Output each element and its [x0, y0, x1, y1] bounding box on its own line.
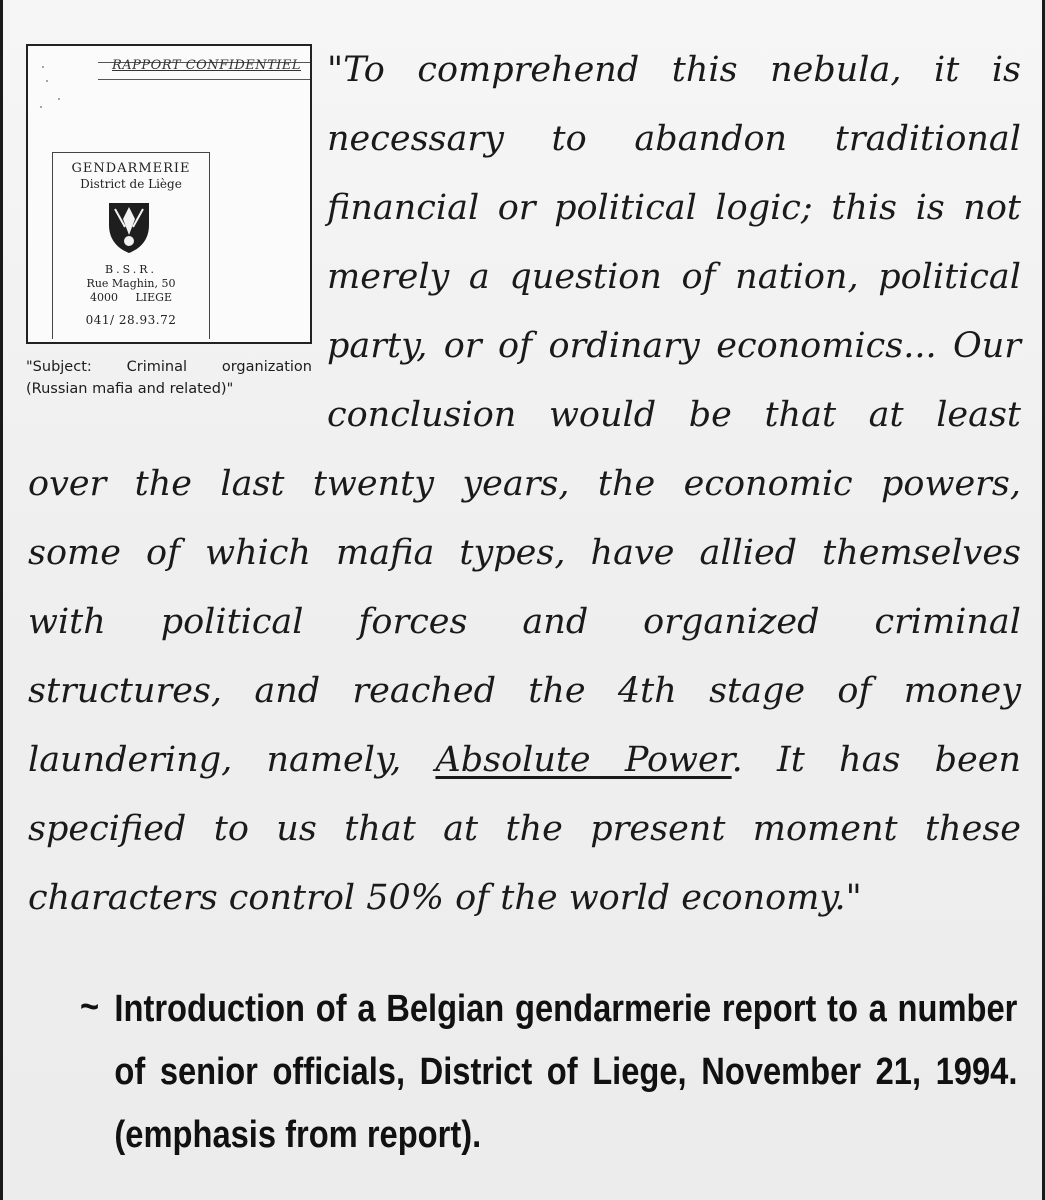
quote-text: laundering, namely,: [28, 740, 436, 780]
attribution-text: Introduction of a Belgian gendarmerie report to a number of senior officials, District of Liege, November 21, 1994. (emphasis from report).: [114, 988, 1018, 1156]
letterhead-org: GENDARMERIE: [71, 161, 191, 176]
quote-line: some of which mafia types, have allied themselves: [28, 533, 1021, 573]
letterhead-city: LIEGE: [135, 291, 172, 304]
letterhead-district: District de Liège: [80, 177, 182, 191]
quote-line-emphasis: [28, 740, 1021, 780]
quote-line: necessary to abandon traditional: [327, 119, 1021, 159]
letterhead-phone: 041/ 28.93.72: [85, 313, 177, 327]
quote-line: financial or political logic; this is not: [327, 188, 1021, 228]
confidential-stamp: RAPPORT CONFIDENTIEL: [112, 58, 302, 73]
quote-line: specified to us that at the present moment these: [28, 809, 1021, 849]
gendarmerie-crest-icon: [105, 199, 153, 255]
scan-speckle: [42, 66, 44, 68]
quote-text: . It has been: [731, 740, 1021, 780]
document-caption: "Subject: Criminal organization (Russian mafia and related)": [26, 359, 312, 397]
scan-speckle: [46, 80, 48, 82]
scan-speckle: [40, 106, 42, 108]
letterhead-city-line: [53, 291, 209, 304]
letterhead-unit: B.S.R.: [105, 263, 157, 276]
document-scan-image: [26, 44, 312, 344]
quote-line: with political forces and organized criminal: [28, 602, 1021, 642]
letterhead-postcode: 4000: [90, 291, 118, 304]
scan-speckle: [58, 98, 60, 100]
document-figure: [26, 44, 310, 400]
quote-line: over the last twenty years, the economic powers,: [28, 464, 1021, 504]
attribution-tilde: ~: [80, 986, 100, 1028]
quote-line: structures, and reached the 4th stage of money: [28, 671, 1021, 711]
gendarmerie-letterhead: [52, 152, 210, 339]
quote-line: merely a question of nation, political: [327, 257, 1021, 297]
quote-line: "To comprehend this nebula, it is: [327, 50, 1021, 90]
quote-line: party, or of ordinary economics... Our: [327, 326, 1021, 366]
quote-line: characters control 50% of the world economy.": [28, 878, 862, 918]
letterhead-street: Rue Maghin, 50: [86, 277, 176, 290]
emphasis-absolute-power: Absolute Power: [435, 740, 732, 780]
quote-line: conclusion would be that at least: [327, 395, 1021, 435]
